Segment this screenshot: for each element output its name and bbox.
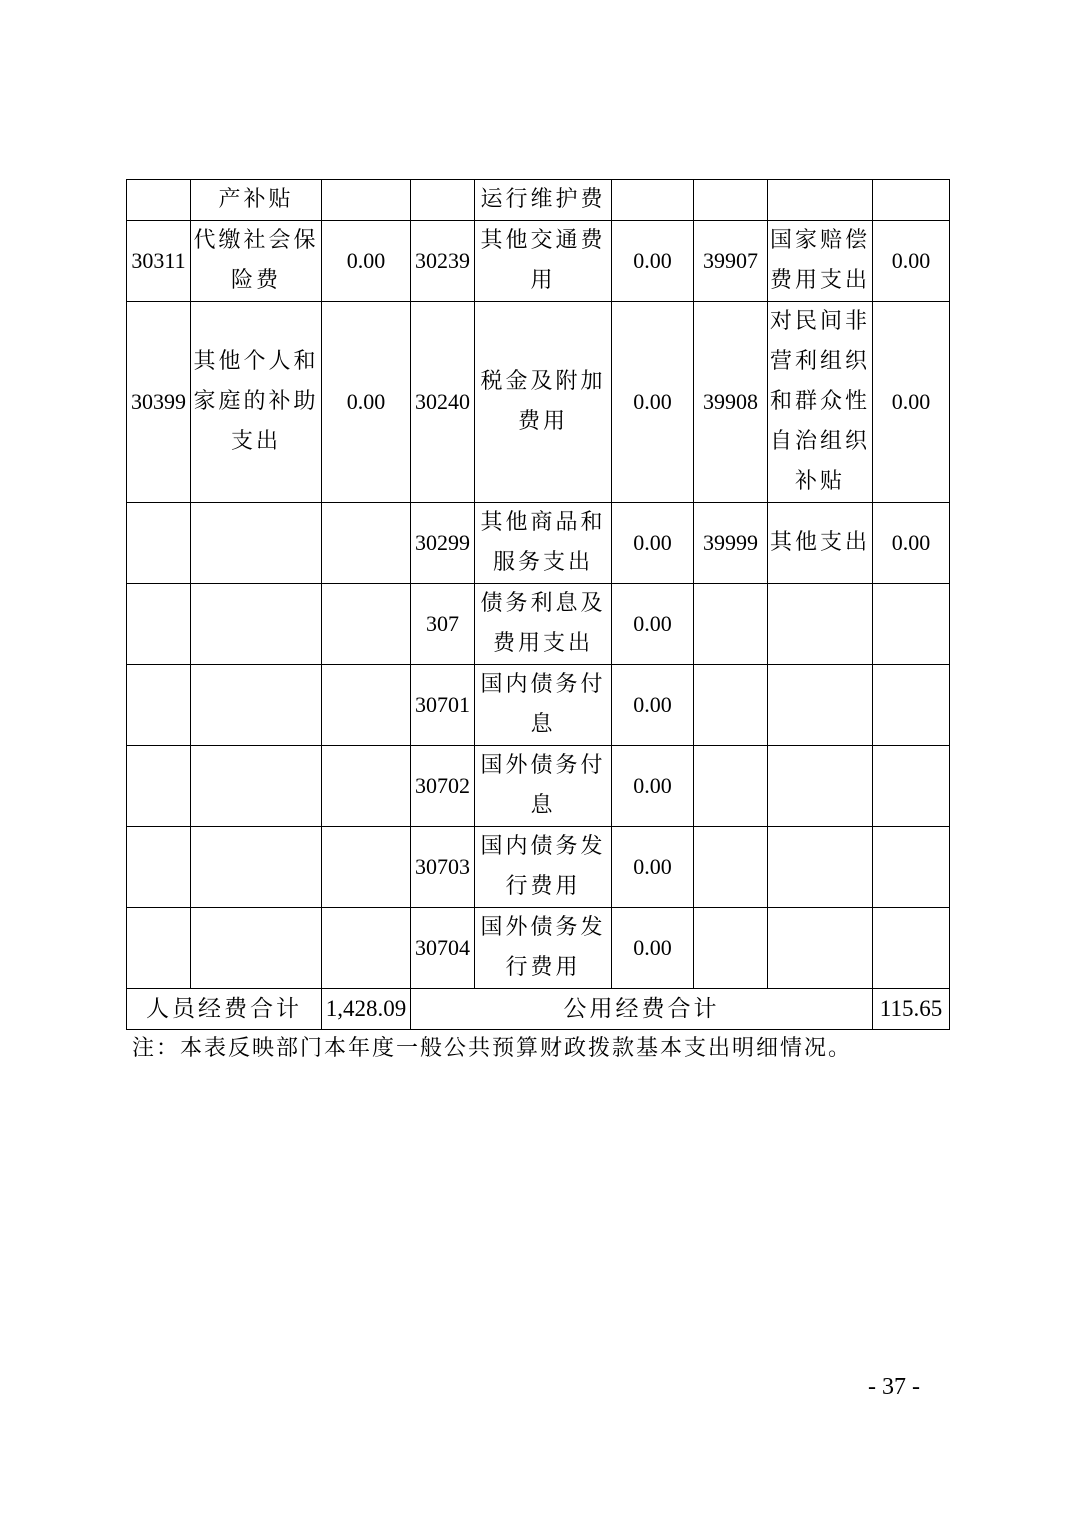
other-amount-cell (873, 665, 950, 746)
other-item-name-cell (768, 180, 873, 221)
personnel-amount-cell (322, 665, 411, 746)
other-amount-cell: 0.00 (873, 503, 950, 584)
other-item-name-cell (768, 827, 873, 908)
table-row (127, 746, 950, 827)
public-amount-cell: 0.00 (612, 746, 694, 827)
personnel-item-name-cell (191, 827, 322, 908)
table-note: 注：本表反映部门本年度一般公共预算财政拨款基本支出明细情况。 (132, 1036, 853, 1061)
other-amount-cell (873, 908, 950, 989)
personnel-code-cell (127, 584, 191, 665)
totals-row (127, 989, 950, 1030)
expenditure-detail-table (126, 179, 950, 1030)
public-amount-cell: 0.00 (612, 503, 694, 584)
personnel-item-name-cell: 产补贴 (191, 180, 322, 221)
public-code-cell: 30704 (411, 908, 475, 989)
public-code-cell: 30701 (411, 665, 475, 746)
other-code-cell: 39908 (694, 302, 768, 503)
personnel-code-cell (127, 180, 191, 221)
personnel-code-cell (127, 665, 191, 746)
other-amount-cell (873, 746, 950, 827)
public-code-cell: 307 (411, 584, 475, 665)
personnel-item-name-cell (191, 665, 322, 746)
personnel-amount-cell (322, 503, 411, 584)
other-code-cell (694, 908, 768, 989)
personnel-amount-cell (322, 180, 411, 221)
other-code-cell: 39907 (694, 221, 768, 302)
personnel-code-cell (127, 908, 191, 989)
other-item-name-cell (768, 908, 873, 989)
personnel-code-cell (127, 503, 191, 584)
personnel-item-name-cell (191, 908, 322, 989)
public-item-name-cell: 运行维护费 (475, 180, 612, 221)
table-row (127, 221, 950, 302)
personnel-amount-cell (322, 908, 411, 989)
personnel-code-cell (127, 746, 191, 827)
other-code-cell: 39999 (694, 503, 768, 584)
other-item-name-cell: 其他支出 (768, 503, 873, 584)
personnel-amount-cell (322, 827, 411, 908)
public-code-cell: 30240 (411, 302, 475, 503)
personnel-item-name-cell: 其他个人和家庭的补助支出 (191, 302, 322, 503)
other-item-name-cell: 对民间非营利组织和群众性自治组织补贴 (768, 302, 873, 503)
table-row (127, 827, 950, 908)
public-amount-cell: 0.00 (612, 302, 694, 503)
personnel-amount-cell: 0.00 (322, 221, 411, 302)
other-amount-cell (873, 827, 950, 908)
public-code-cell (411, 180, 475, 221)
other-item-name-cell (768, 746, 873, 827)
public-item-name-cell: 其他商品和服务支出 (475, 503, 612, 584)
other-item-name-cell (768, 665, 873, 746)
public-amount-cell: 0.00 (612, 908, 694, 989)
personnel-amount-cell (322, 584, 411, 665)
page-number: - 37 - (868, 1374, 920, 1400)
personnel-total-label: 人员经费合计 (127, 989, 322, 1030)
other-code-cell (694, 584, 768, 665)
table-row (127, 503, 950, 584)
public-amount-cell (612, 180, 694, 221)
table-row (127, 180, 950, 221)
public-total-value: 115.65 (873, 989, 950, 1030)
other-code-cell (694, 746, 768, 827)
personnel-item-name-cell (191, 584, 322, 665)
personnel-item-name-cell (191, 746, 322, 827)
public-total-label: 公用经费合计 (411, 989, 873, 1030)
personnel-amount-cell (322, 746, 411, 827)
public-item-name-cell: 国内债务发行费用 (475, 827, 612, 908)
other-code-cell (694, 180, 768, 221)
public-amount-cell: 0.00 (612, 665, 694, 746)
public-amount-cell: 0.00 (612, 221, 694, 302)
public-item-name-cell: 国内债务付息 (475, 665, 612, 746)
personnel-item-name-cell (191, 503, 322, 584)
other-amount-cell: 0.00 (873, 302, 950, 503)
table-row (127, 302, 950, 503)
public-item-name-cell: 国外债务付息 (475, 746, 612, 827)
personnel-item-name-cell: 代缴社会保险费 (191, 221, 322, 302)
public-code-cell: 30239 (411, 221, 475, 302)
public-item-name-cell: 债务利息及费用支出 (475, 584, 612, 665)
public-item-name-cell: 其他交通费用 (475, 221, 612, 302)
table-row (127, 908, 950, 989)
public-item-name-cell: 国外债务发行费用 (475, 908, 612, 989)
personnel-total-value: 1,428.09 (322, 989, 411, 1030)
other-amount-cell (873, 584, 950, 665)
public-amount-cell: 0.00 (612, 827, 694, 908)
personnel-amount-cell: 0.00 (322, 302, 411, 503)
other-code-cell (694, 827, 768, 908)
public-amount-cell: 0.00 (612, 584, 694, 665)
other-item-name-cell (768, 584, 873, 665)
personnel-code-cell: 30399 (127, 302, 191, 503)
other-amount-cell (873, 180, 950, 221)
public-code-cell: 30299 (411, 503, 475, 584)
other-amount-cell: 0.00 (873, 221, 950, 302)
table-row (127, 584, 950, 665)
public-code-cell: 30702 (411, 746, 475, 827)
personnel-code-cell: 30311 (127, 221, 191, 302)
table-row (127, 665, 950, 746)
public-item-name-cell: 税金及附加费用 (475, 302, 612, 503)
other-code-cell (694, 665, 768, 746)
personnel-code-cell (127, 827, 191, 908)
other-item-name-cell: 国家赔偿费用支出 (768, 221, 873, 302)
public-code-cell: 30703 (411, 827, 475, 908)
